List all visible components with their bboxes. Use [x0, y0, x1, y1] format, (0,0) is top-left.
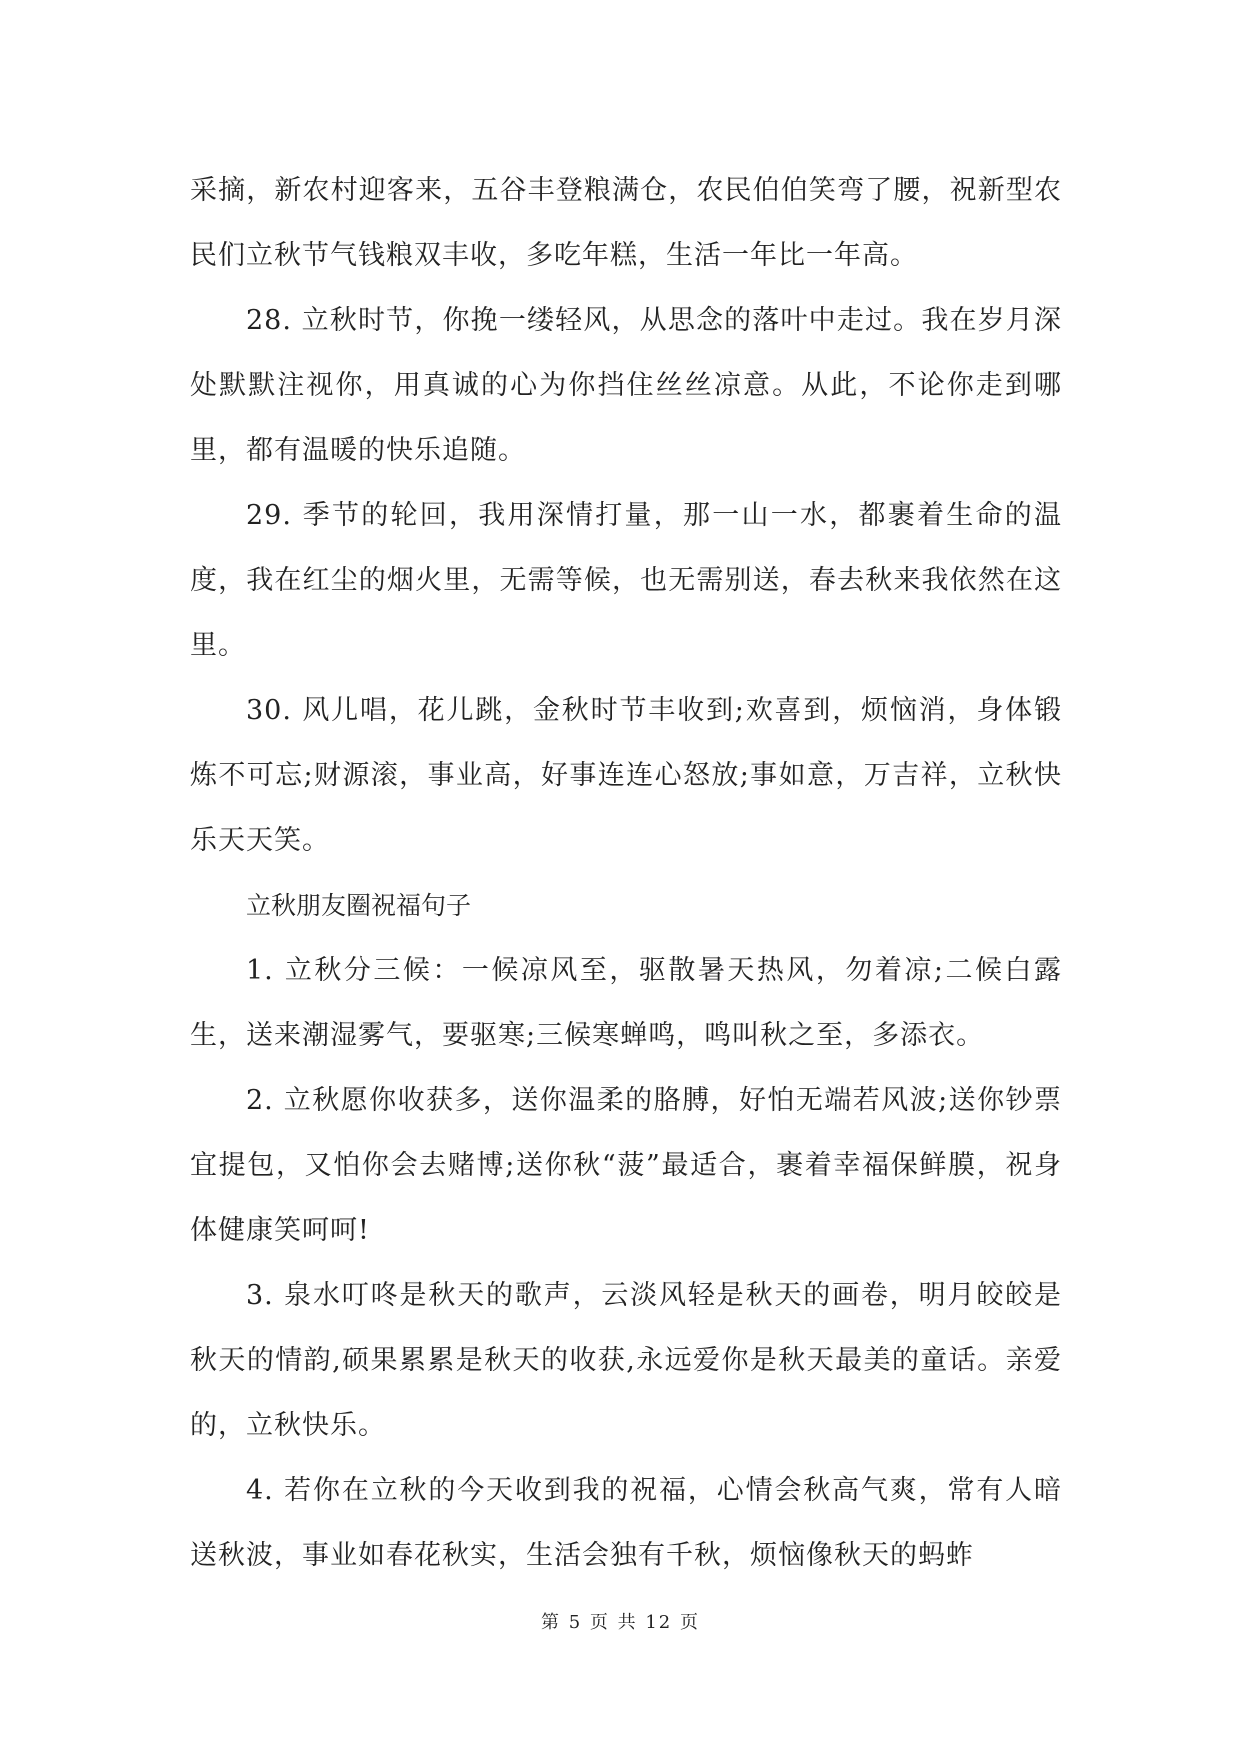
- document-body: [190, 158, 1062, 1588]
- paragraph-item-1: 1. 立秋分三候：一候凉风至，驱散暑天热风，勿着凉;二候白露生，送来潮湿雾气，要驱寒;三候寒蝉鸣，鸣叫秋之至，多添衣。: [190, 955, 1062, 1051]
- paragraph-item-3: 3. 泉水叮咚是秋天的歌声，云淡风轻是秋天的画卷，明月皎皎是秋天的情韵,硕果累累是秋天的收获,永远爱你是秋天最美的童话。亲爱的，立秋快乐。: [190, 1280, 1062, 1441]
- section-heading: 立秋朋友圈祝福句子: [246, 891, 472, 920]
- page-footer: 第 5 页 共 12 页: [541, 1612, 700, 1633]
- paragraph-item-4: 4. 若你在立秋的今天收到我的祝福，心情会秋高气爽，常有人暗送秋波，事业如春花秋实，生活会独有千秋，烦恼像秋天的蚂蚱: [190, 1475, 1062, 1571]
- paragraph-item-30: 30. 风儿唱，花儿跳，金秋时节丰收到;欢喜到，烦恼消，身体锻炼不可忘;财源滚，事业高，好事连连心怒放;事如意，万吉祥，立秋快乐天天笑。: [190, 695, 1062, 856]
- paragraph-item-2: 2. 立秋愿你收获多，送你温柔的胳膊，好怕无端若风波;送你钞票宜提包，又怕你会去赌博;送你秋“菠”最适合，裹着幸福保鲜膜，祝身体健康笑呵呵!: [190, 1085, 1062, 1246]
- paragraph-continuation: 采摘，新农村迎客来，五谷丰登粮满仓，农民伯伯笑弯了腰，祝新型农民们立秋节气钱粮双丰收，多吃年糕，生活一年比一年高。: [190, 175, 1062, 271]
- paragraph-item-29: 29. 季节的轮回，我用深情打量，那一山一水，都裹着生命的温度，我在红尘的烟火里，无需等候，也无需别送，春去秋来我依然在这里。: [190, 500, 1062, 661]
- paragraph-item-28: 28. 立秋时节，你挽一缕轻风，从思念的落叶中走过。我在岁月深处默默注视你，用真诚的心为你挡住丝丝凉意。从此，不论你走到哪里，都有温暖的快乐追随。: [190, 305, 1062, 466]
